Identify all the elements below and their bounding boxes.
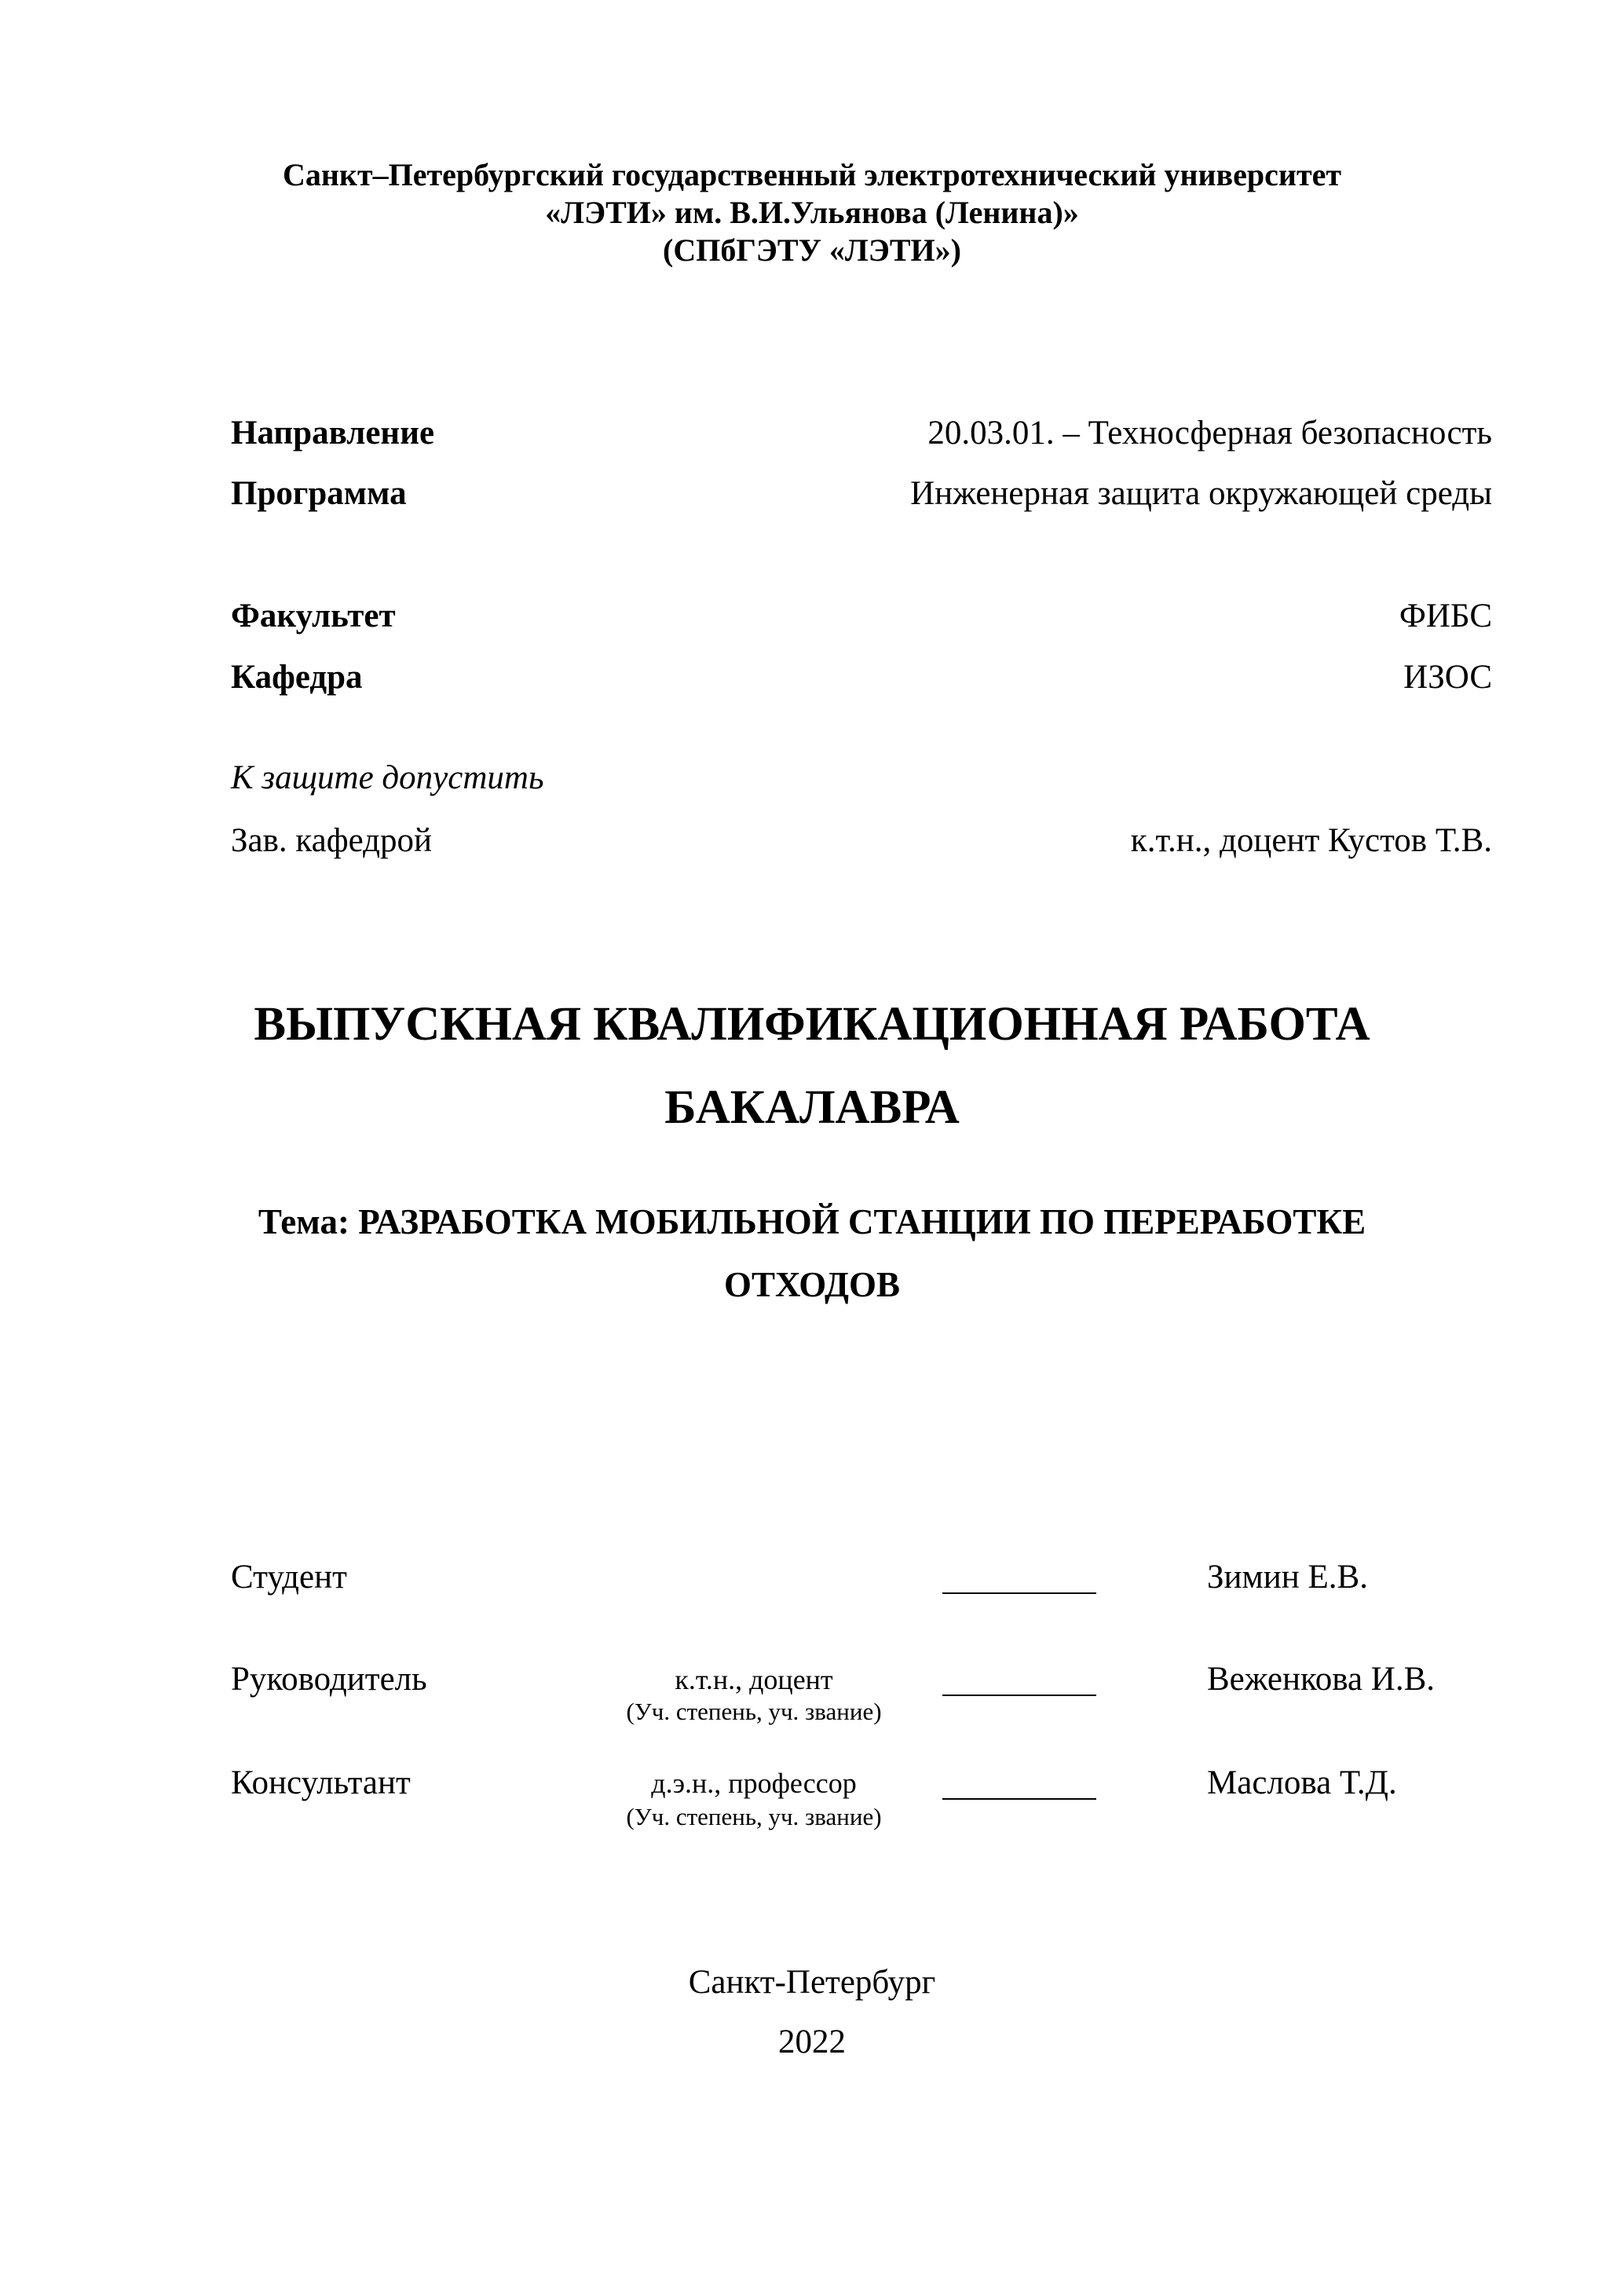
year: 2022 [778,2024,846,2060]
consultant-signature-line [942,1764,1096,1800]
supervisor-label: Руководитель [231,1661,427,1698]
program-label: Программа [231,475,407,512]
student-signature-line [942,1558,1096,1594]
department-value: ИЗОС [1403,659,1492,696]
student-name: Зимин Е.В. [1207,1559,1368,1596]
university-name-line1: Санкт–Петербургский государственный электротехнический университет [282,157,1341,192]
topic-line2: ОТХОДОВ [724,1265,900,1304]
supervisor-degree: к.т.н., доцент [675,1664,833,1695]
program-value: Инженерная защита окружающей среды [910,475,1492,512]
supervisor-signature-line [942,1660,1096,1696]
faculty-value: ФИБС [1399,598,1492,634]
university-abbreviation: (СПбГЭТУ «ЛЭТИ») [663,232,961,268]
department-label: Кафедра [231,659,363,696]
direction-value: 20.03.01. – Техносферная безопасность [927,415,1492,452]
consultant-degree: д.э.н., профессор [651,1768,857,1799]
work-title-line2: БАКАЛАВРА [664,1081,960,1134]
head-of-department-label: Зав. кафедрой [231,822,433,859]
consultant-label: Консультант [231,1764,411,1801]
supervisor-name: Веженкова И.В. [1207,1661,1436,1698]
faculty-label: Факультет [231,598,396,634]
head-of-department-value: к.т.н., доцент Кустов Т.В. [1130,822,1492,859]
topic-line1: Тема: РАЗРАБОТКА МОБИЛЬНОЙ СТАНЦИИ ПО ПЕРЕРАБОТКЕ [258,1202,1366,1241]
work-title-line1: ВЫПУСКНАЯ КВАЛИФИКАЦИОННАЯ РАБОТА [254,998,1370,1051]
university-name-line2: «ЛЭТИ» им. В.И.Ульянова (Ленина)» [545,195,1079,230]
consultant-name: Маслова Т.Д. [1207,1764,1397,1801]
student-label: Студент [231,1559,347,1596]
direction-label: Направление [231,415,435,452]
admit-to-defense: К защите допустить [231,759,544,796]
supervisor-degree-caption: (Уч. степень, уч. звание) [626,1698,882,1725]
city: Санкт-Петербург [688,1964,936,2001]
consultant-degree-caption: (Уч. степень, уч. звание) [626,1803,882,1830]
